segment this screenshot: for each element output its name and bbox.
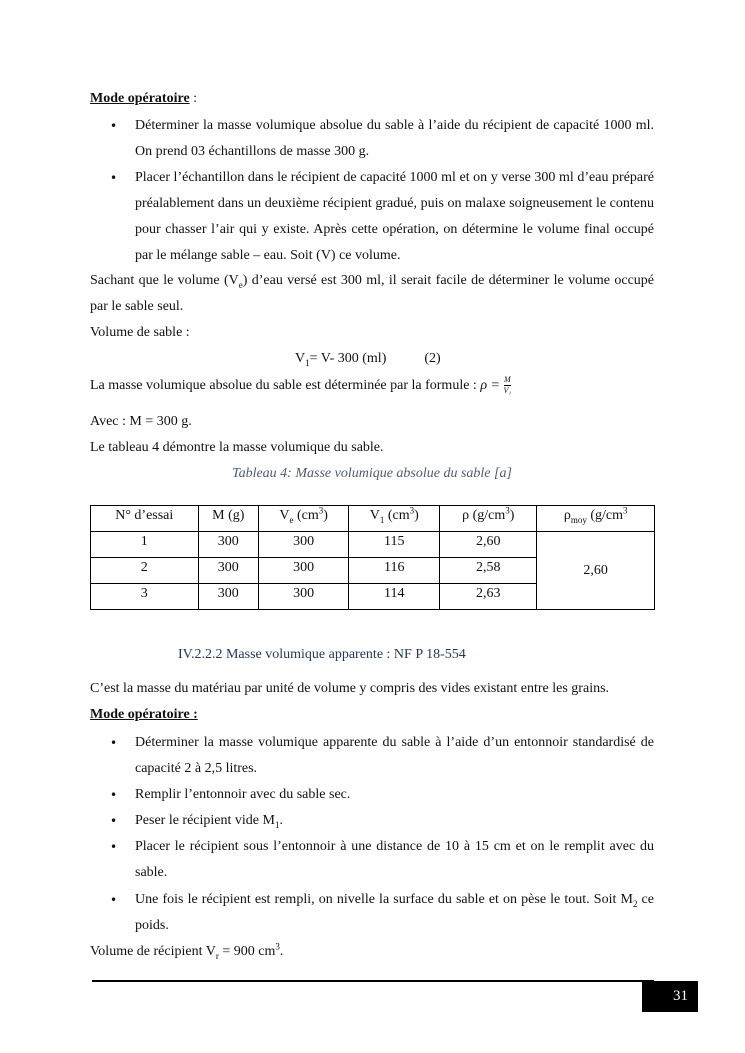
paragraph: Le tableau 4 démontre la masse volumique du sable. [90,440,384,455]
cell: 114 [349,584,440,610]
text: V [295,351,306,366]
cell: 300 [259,532,349,558]
page-number: 31 [642,981,698,1012]
col-header [440,506,537,532]
sub: 1 [305,357,310,368]
t: . [279,944,284,959]
cell: 116 [349,558,440,584]
cell: 300 [198,532,259,558]
table-caption: Tableau 4: Masse volumique absolue du sable [a] [232,466,512,481]
rho: ρ = [480,378,500,393]
t: 3 [505,505,510,516]
cell: 1 [91,532,199,558]
density-table [90,505,655,610]
t: V [279,508,290,523]
paragraph: C’est la masse du matériau par unité de volume y compris des vides existant entre les grains. [90,681,610,696]
mean-cell: 2,60 [537,532,655,610]
t: 3 [622,505,628,516]
cell: 300 [198,584,259,610]
list-item: • Déterminer la masse volumique apparente du sable à l’aide d’un entonnoir standardisé de capacité 2 à 2,5 litres. [135,730,654,782]
cell: 3 [91,584,199,610]
numerator: M [504,375,511,385]
list-item: • Remplir l’entonnoir avec du sable sec. [135,782,654,808]
cell: 2 [91,558,199,584]
equation-number: (2) [424,351,441,366]
list-item: • Déterminer la masse volumique absolue du sable à l’aide du récipient de capacité 1000 ml. On prend 03 échantillons de masse 300 g. [135,113,654,165]
t: Peser le récipient vide M [135,813,275,828]
list-item: • Placer le récipient sous l’entonnoir à une distance de 10 à 15 cm et on le remplit avec du sable. [135,834,654,886]
paragraph [90,939,654,965]
cell: 300 [198,558,259,584]
t: ) [509,508,515,523]
t: ρ [563,508,571,523]
col-header [537,506,655,532]
list-item [135,887,654,939]
t: 1 [274,819,280,830]
list-item: • Placer l’échantillon dans le récipient de capacité 1000 ml et on y verse 300 ml d’eau préparé préalablement dans un deuxième récipient gradué, puis on malaxe soigneusement le contenu pour chasser l’air qui y existe. Après cette opération, on détermine le volume final occupé par le mélange sable – eau. Soit (V) ce volume. [135,165,654,269]
mode-operatoire-heading: Mode opératoire : [90,707,198,722]
col-header: M (g) [198,506,259,532]
t: Une fois le récipient est rempli, on nivelle la surface du sable et on pèse le tout. Soit M [135,892,633,907]
denominator: V₁ [503,386,512,396]
fraction [504,375,512,396]
cell: 2,60 [440,532,537,558]
mode-operatoire-heading [90,86,654,112]
t: ) [323,508,328,523]
colon: : [189,91,198,106]
footer-rule [92,980,654,982]
cell: 2,58 [440,558,537,584]
t: (g/cm [586,508,623,523]
paragraph [90,268,654,320]
t: V [369,508,380,523]
col-header: N° d’essai [91,506,199,532]
col-header [349,506,440,532]
t: . [279,813,283,828]
t: ) [414,508,419,523]
t: 1 [379,514,385,525]
sub: e [238,279,243,290]
t: e [289,514,294,525]
t: 2 [632,898,638,909]
formula-paragraph [90,373,654,399]
cell: 2,63 [440,584,537,610]
t: moy [570,514,587,525]
t: 3 [409,505,415,516]
label: Mode opératoire [90,91,190,106]
t: ρ (g/cm [462,508,506,523]
section-heading: IV.2.2.2 Masse volumique apparente : NF P 18-554 [178,647,466,662]
text: = V- 300 (ml) [309,351,387,366]
t: Volume de récipient V [90,944,216,959]
t: (cm [384,508,410,523]
list-item [135,808,654,834]
equation [295,346,595,372]
table-header-row [91,506,655,532]
t: 3 [318,505,324,516]
table-row [91,532,655,558]
cell: 300 [259,584,349,610]
text: La masse volumique absolue du sable est déterminée par la formule : [90,378,481,393]
t: r [215,950,219,961]
col-header [259,506,349,532]
paragraph: Volume de sable : [90,325,190,340]
t: (cm [293,508,319,523]
t: ce poids. [135,892,654,933]
text: Sachant que le volume (V [90,273,239,288]
t: 3 [275,941,280,952]
cell: 300 [259,558,349,584]
cell: 115 [349,532,440,558]
paragraph: Avec : M = 300 g. [90,414,192,429]
t: = 900 cm [218,944,276,959]
text: ) d’eau versé est 300 ml, il serait facile de déterminer le volume occupé par le sable seul. [90,273,654,314]
